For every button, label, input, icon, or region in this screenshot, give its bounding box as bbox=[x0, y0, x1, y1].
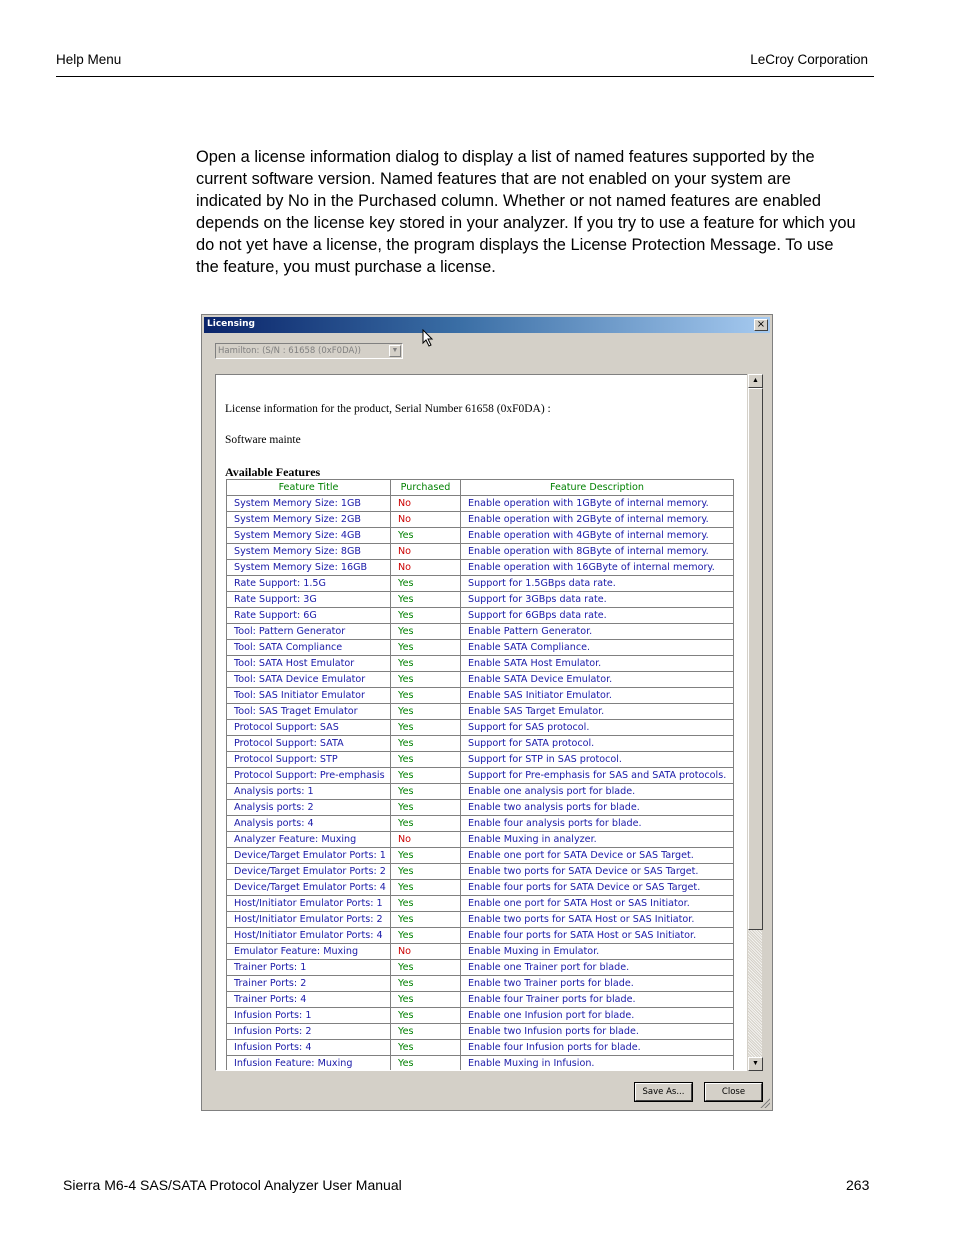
intro-paragraph: Open a license information dialog to display a list of named features supported by the current software version. Named features that are not enabled on your system are indicated by No in the Purchased column. Whether or not named features are enabled depends on the license key stored in your analyzer. If you try to use a feature for which you do not yet have a license, the program displays the License Protection Message. To use the feature, you must purchase a license. bbox=[196, 148, 856, 276]
purchased-cell: Yes bbox=[391, 528, 461, 544]
table-row bbox=[227, 544, 734, 560]
feature-title-cell: Analysis ports: 4 bbox=[227, 816, 391, 832]
purchased-cell: Yes bbox=[391, 960, 461, 976]
feature-description-cell: Enable two analysis ports for blade. bbox=[461, 800, 734, 816]
feature-description-cell: Enable four ports for SATA Host or SAS Initiator. bbox=[461, 928, 734, 944]
table-row bbox=[227, 960, 734, 976]
purchased-cell: Yes bbox=[391, 848, 461, 864]
feature-description-cell: Enable operation with 4GByte of internal memory. bbox=[461, 528, 734, 544]
feature-title-cell: System Memory Size: 4GB bbox=[227, 528, 391, 544]
purchased-cell: Yes bbox=[391, 864, 461, 880]
table-row bbox=[227, 640, 734, 656]
feature-title-cell: Device/Target Emulator Ports: 2 bbox=[227, 864, 391, 880]
feature-title-cell: Tool: SATA Device Emulator bbox=[227, 672, 391, 688]
feature-description-cell: Support for SATA protocol. bbox=[461, 736, 734, 752]
feature-description-cell: Enable one analysis port for blade. bbox=[461, 784, 734, 800]
purchased-cell: Yes bbox=[391, 640, 461, 656]
table-row bbox=[227, 560, 734, 576]
feature-description-cell: Enable operation with 16GByte of internal memory. bbox=[461, 560, 734, 576]
license-content-pane[interactable] bbox=[215, 374, 749, 1071]
purchased-cell: Yes bbox=[391, 720, 461, 736]
table-row bbox=[227, 912, 734, 928]
purchased-cell: Yes bbox=[391, 1040, 461, 1056]
table-row bbox=[227, 768, 734, 784]
feature-title-cell: Emulator Feature: Muxing bbox=[227, 944, 391, 960]
table-row bbox=[227, 816, 734, 832]
feature-title-cell: Tool: SATA Compliance bbox=[227, 640, 391, 656]
table-row bbox=[227, 976, 734, 992]
feature-title-cell: Tool: SAS Initiator Emulator bbox=[227, 688, 391, 704]
feature-title-cell: Host/Initiator Emulator Ports: 1 bbox=[227, 896, 391, 912]
table-row bbox=[227, 528, 734, 544]
purchased-cell: Yes bbox=[391, 880, 461, 896]
feature-title-cell: Device/Target Emulator Ports: 1 bbox=[227, 848, 391, 864]
table-row bbox=[227, 752, 734, 768]
purchased-cell: Yes bbox=[391, 1008, 461, 1024]
column-header-feature-description: Feature Description bbox=[461, 480, 734, 496]
column-header-purchased: Purchased bbox=[391, 480, 461, 496]
table-row bbox=[227, 864, 734, 880]
feature-description-cell: Enable one port for SATA Device or SAS Target. bbox=[461, 848, 734, 864]
feature-description-cell: Enable one Infusion port for blade. bbox=[461, 1008, 734, 1024]
close-window-button[interactable] bbox=[754, 319, 768, 331]
mouse-pointer-icon bbox=[422, 329, 436, 347]
feature-title-cell: Infusion Feature: Muxing bbox=[227, 1056, 391, 1072]
purchased-cell: Yes bbox=[391, 912, 461, 928]
purchased-cell: Yes bbox=[391, 1024, 461, 1040]
feature-title-cell: Analysis ports: 2 bbox=[227, 800, 391, 816]
feature-title-cell: Host/Initiator Emulator Ports: 2 bbox=[227, 912, 391, 928]
purchased-cell: Yes bbox=[391, 688, 461, 704]
table-row bbox=[227, 800, 734, 816]
table-row bbox=[227, 784, 734, 800]
table-row bbox=[227, 928, 734, 944]
feature-description-cell: Enable four analysis ports for blade. bbox=[461, 816, 734, 832]
feature-description-cell: Enable SATA Compliance. bbox=[461, 640, 734, 656]
software-maintenance-line: Software mainte bbox=[225, 434, 301, 446]
feature-description-cell: Support for Pre-emphasis for SAS and SATA protocols. bbox=[461, 768, 734, 784]
feature-title-cell: System Memory Size: 8GB bbox=[227, 544, 391, 560]
purchased-cell: Yes bbox=[391, 592, 461, 608]
page-header-right: LeCroy Corporation bbox=[750, 52, 868, 67]
dialog-title: Licensing bbox=[207, 319, 255, 329]
table-row bbox=[227, 1056, 734, 1072]
arrow-down-icon: ▼ bbox=[752, 1060, 759, 1067]
feature-description-cell: Support for 1.5GBps data rate. bbox=[461, 576, 734, 592]
feature-description-cell: Enable SAS Target Emulator. bbox=[461, 704, 734, 720]
purchased-cell: Yes bbox=[391, 800, 461, 816]
table-row bbox=[227, 848, 734, 864]
device-select[interactable] bbox=[215, 343, 403, 359]
chevron-down-icon: ▼ bbox=[391, 347, 399, 354]
feature-title-cell: Protocol Support: SATA bbox=[227, 736, 391, 752]
feature-title-cell: Protocol Support: Pre-emphasis bbox=[227, 768, 391, 784]
purchased-cell: Yes bbox=[391, 576, 461, 592]
feature-description-cell: Enable four ports for SATA Device or SAS Target. bbox=[461, 880, 734, 896]
table-row bbox=[227, 992, 734, 1008]
table-row bbox=[227, 880, 734, 896]
table-row bbox=[227, 592, 734, 608]
page-number: 263 bbox=[846, 1177, 870, 1193]
feature-title-cell: Rate Support: 3G bbox=[227, 592, 391, 608]
header-rule bbox=[56, 76, 874, 77]
dialog-title-bar[interactable] bbox=[204, 317, 770, 333]
purchased-cell: Yes bbox=[391, 736, 461, 752]
close-button[interactable]: Close bbox=[705, 1083, 762, 1101]
table-row bbox=[227, 736, 734, 752]
purchased-cell: Yes bbox=[391, 896, 461, 912]
table-row bbox=[227, 832, 734, 848]
feature-title-cell: Infusion Ports: 1 bbox=[227, 1008, 391, 1024]
purchased-cell: Yes bbox=[391, 704, 461, 720]
device-select-value: Hamilton: (S/N : 61658 (0xF0DA)) bbox=[218, 346, 361, 356]
feature-title-cell: Rate Support: 6G bbox=[227, 608, 391, 624]
feature-title-cell: Protocol Support: STP bbox=[227, 752, 391, 768]
table-row bbox=[227, 896, 734, 912]
purchased-cell: Yes bbox=[391, 672, 461, 688]
feature-title-cell: Trainer Ports: 4 bbox=[227, 992, 391, 1008]
feature-description-cell: Enable Pattern Generator. bbox=[461, 624, 734, 640]
purchased-cell: Yes bbox=[391, 624, 461, 640]
license-info-line: License information for the product, Serial Number 61658 (0xF0DA) : bbox=[225, 403, 551, 415]
page-header-left: Help Menu bbox=[56, 52, 122, 67]
table-row bbox=[227, 576, 734, 592]
table-row bbox=[227, 512, 734, 528]
feature-title-cell: Trainer Ports: 2 bbox=[227, 976, 391, 992]
feature-description-cell: Support for 6GBps data rate. bbox=[461, 608, 734, 624]
feature-description-cell: Enable SATA Host Emulator. bbox=[461, 656, 734, 672]
purchased-cell: Yes bbox=[391, 816, 461, 832]
feature-description-cell: Enable operation with 1GByte of internal memory. bbox=[461, 496, 734, 512]
dropdown-button[interactable] bbox=[389, 345, 401, 357]
feature-description-cell: Support for SAS protocol. bbox=[461, 720, 734, 736]
feature-description-cell: Enable two Trainer ports for blade. bbox=[461, 976, 734, 992]
table-row bbox=[227, 720, 734, 736]
table-row bbox=[227, 672, 734, 688]
purchased-cell: Yes bbox=[391, 768, 461, 784]
table-row bbox=[227, 1040, 734, 1056]
feature-title-cell: Protocol Support: SAS bbox=[227, 720, 391, 736]
feature-description-cell: Enable four Trainer ports for blade. bbox=[461, 992, 734, 1008]
table-row bbox=[227, 944, 734, 960]
feature-description-cell: Enable Muxing in Infusion. bbox=[461, 1056, 734, 1072]
feature-description-cell: Enable SATA Device Emulator. bbox=[461, 672, 734, 688]
feature-title-cell: System Memory Size: 1GB bbox=[227, 496, 391, 512]
feature-title-cell: Trainer Ports: 1 bbox=[227, 960, 391, 976]
feature-title-cell: Host/Initiator Emulator Ports: 4 bbox=[227, 928, 391, 944]
feature-description-cell: Enable two ports for SATA Device or SAS Target. bbox=[461, 864, 734, 880]
resize-grip[interactable] bbox=[760, 1098, 770, 1108]
purchased-cell: No bbox=[391, 944, 461, 960]
table-row bbox=[227, 624, 734, 640]
purchased-cell: No bbox=[391, 496, 461, 512]
purchased-cell: Yes bbox=[391, 784, 461, 800]
feature-title-cell: Analysis ports: 1 bbox=[227, 784, 391, 800]
licensing-dialog bbox=[201, 314, 773, 1111]
feature-title-cell: Infusion Ports: 4 bbox=[227, 1040, 391, 1056]
save-as-button[interactable]: Save As... bbox=[635, 1083, 692, 1101]
feature-title-cell: Rate Support: 1.5G bbox=[227, 576, 391, 592]
table-row bbox=[227, 688, 734, 704]
feature-description-cell: Enable one Trainer port for blade. bbox=[461, 960, 734, 976]
table-row bbox=[227, 1024, 734, 1040]
table-row bbox=[227, 1008, 734, 1024]
close-icon: × bbox=[756, 319, 766, 330]
feature-title-cell: Device/Target Emulator Ports: 4 bbox=[227, 880, 391, 896]
purchased-cell: Yes bbox=[391, 928, 461, 944]
table-header-row bbox=[227, 480, 734, 496]
purchased-cell: No bbox=[391, 544, 461, 560]
scroll-down-button[interactable] bbox=[748, 1057, 763, 1071]
vertical-scrollbar[interactable] bbox=[747, 374, 762, 1071]
purchased-cell: No bbox=[391, 832, 461, 848]
table-row bbox=[227, 608, 734, 624]
purchased-cell: No bbox=[391, 512, 461, 528]
table-row bbox=[227, 656, 734, 672]
feature-title-cell: Tool: Pattern Generator bbox=[227, 624, 391, 640]
arrow-up-icon: ▲ bbox=[752, 377, 759, 384]
features-table bbox=[226, 479, 734, 1071]
column-header-feature-title: Feature Title bbox=[227, 480, 391, 496]
purchased-cell: Yes bbox=[391, 608, 461, 624]
feature-title-cell: System Memory Size: 16GB bbox=[227, 560, 391, 576]
feature-description-cell: Enable one port for SATA Host or SAS Initiator. bbox=[461, 896, 734, 912]
scroll-up-button[interactable] bbox=[748, 374, 763, 388]
feature-description-cell: Enable SAS Initiator Emulator. bbox=[461, 688, 734, 704]
feature-description-cell: Enable four Infusion ports for blade. bbox=[461, 1040, 734, 1056]
purchased-cell: Yes bbox=[391, 992, 461, 1008]
available-features-heading: Available Features bbox=[225, 465, 321, 479]
feature-description-cell: Enable operation with 8GByte of internal memory. bbox=[461, 544, 734, 560]
purchased-cell: Yes bbox=[391, 1056, 461, 1072]
feature-description-cell: Enable two ports for SATA Host or SAS Initiator. bbox=[461, 912, 734, 928]
feature-description-cell: Enable Muxing in Emulator. bbox=[461, 944, 734, 960]
feature-description-cell: Enable operation with 2GByte of internal memory. bbox=[461, 512, 734, 528]
purchased-cell: Yes bbox=[391, 976, 461, 992]
feature-description-cell: Support for STP in SAS protocol. bbox=[461, 752, 734, 768]
feature-title-cell: Analyzer Feature: Muxing bbox=[227, 832, 391, 848]
purchased-cell: No bbox=[391, 560, 461, 576]
table-row bbox=[227, 704, 734, 720]
page-footer-title: Sierra M6-4 SAS/SATA Protocol Analyzer User Manual bbox=[63, 1177, 402, 1193]
feature-description-cell: Enable two Infusion ports for blade. bbox=[461, 1024, 734, 1040]
feature-title-cell: Infusion Ports: 2 bbox=[227, 1024, 391, 1040]
feature-title-cell: Tool: SAS Traget Emulator bbox=[227, 704, 391, 720]
feature-description-cell: Enable Muxing in analyzer. bbox=[461, 832, 734, 848]
feature-description-cell: Support for 3GBps data rate. bbox=[461, 592, 734, 608]
purchased-cell: Yes bbox=[391, 656, 461, 672]
table-row bbox=[227, 496, 734, 512]
feature-title-cell: System Memory Size: 2GB bbox=[227, 512, 391, 528]
feature-title-cell: Tool: SATA Host Emulator bbox=[227, 656, 391, 672]
purchased-cell: Yes bbox=[391, 752, 461, 768]
scroll-thumb[interactable] bbox=[748, 388, 763, 930]
